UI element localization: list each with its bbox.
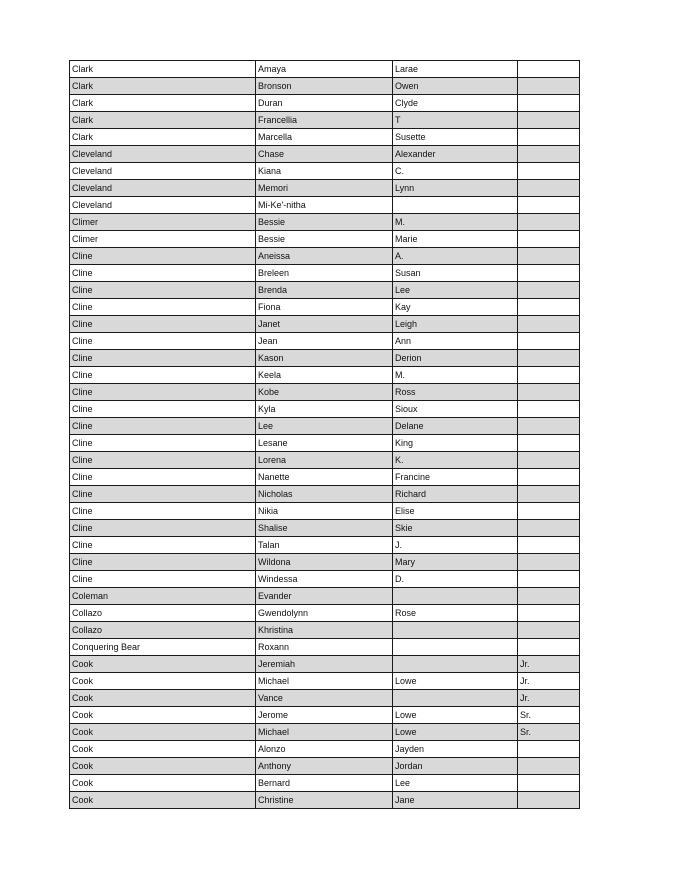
last-name-cell: Cline — [70, 435, 256, 452]
middle-name-cell: J. — [393, 537, 518, 554]
first-name-cell: Brenda — [256, 282, 393, 299]
middle-name-cell: Lowe — [393, 707, 518, 724]
first-name-cell: Memori — [256, 180, 393, 197]
table-row — [70, 503, 580, 520]
last-name-cell: Cline — [70, 486, 256, 503]
last-name-cell: Cleveland — [70, 146, 256, 163]
middle-name-cell: Lee — [393, 775, 518, 792]
middle-name-cell: Francine — [393, 469, 518, 486]
table-row — [70, 163, 580, 180]
first-name-cell: Aneissa — [256, 248, 393, 265]
suffix-cell — [518, 639, 580, 656]
middle-name-cell: M. — [393, 367, 518, 384]
table-row — [70, 350, 580, 367]
suffix-cell — [518, 792, 580, 809]
suffix-cell — [518, 248, 580, 265]
first-name-cell: Duran — [256, 95, 393, 112]
middle-name-cell: Clyde — [393, 95, 518, 112]
middle-name-cell: Lowe — [393, 724, 518, 741]
middle-name-cell: Susan — [393, 265, 518, 282]
suffix-cell — [518, 554, 580, 571]
first-name-cell: Gwendolynn — [256, 605, 393, 622]
suffix-cell — [518, 78, 580, 95]
table-row — [70, 605, 580, 622]
middle-name-cell: A. — [393, 248, 518, 265]
middle-name-cell: Lee — [393, 282, 518, 299]
middle-name-cell: Sioux — [393, 401, 518, 418]
last-name-cell: Cline — [70, 282, 256, 299]
table-row — [70, 571, 580, 588]
suffix-cell — [518, 333, 580, 350]
last-name-cell: Cook — [70, 690, 256, 707]
middle-name-cell: Derion — [393, 350, 518, 367]
suffix-cell — [518, 180, 580, 197]
table-row — [70, 214, 580, 231]
middle-name-cell: Ann — [393, 333, 518, 350]
last-name-cell: Cline — [70, 248, 256, 265]
last-name-cell: Cline — [70, 452, 256, 469]
table-row — [70, 452, 580, 469]
last-name-cell: Cook — [70, 775, 256, 792]
last-name-cell: Collazo — [70, 622, 256, 639]
last-name-cell: Cook — [70, 656, 256, 673]
suffix-cell — [518, 605, 580, 622]
suffix-cell — [518, 129, 580, 146]
first-name-cell: Jean — [256, 333, 393, 350]
last-name-cell: Clark — [70, 112, 256, 129]
first-name-cell: Keela — [256, 367, 393, 384]
last-name-cell: Clark — [70, 61, 256, 78]
table-row — [70, 741, 580, 758]
first-name-cell: Janet — [256, 316, 393, 333]
first-name-cell: Vance — [256, 690, 393, 707]
middle-name-cell: Kay — [393, 299, 518, 316]
middle-name-cell: Richard — [393, 486, 518, 503]
middle-name-cell: Rose — [393, 605, 518, 622]
middle-name-cell: Alexander — [393, 146, 518, 163]
last-name-cell: Cline — [70, 265, 256, 282]
last-name-cell: Conquering Bear — [70, 639, 256, 656]
last-name-cell: Collazo — [70, 605, 256, 622]
last-name-cell: Cline — [70, 571, 256, 588]
first-name-cell: Kyla — [256, 401, 393, 418]
suffix-cell — [518, 571, 580, 588]
last-name-cell: Cline — [70, 418, 256, 435]
middle-name-cell: Jane — [393, 792, 518, 809]
table-row — [70, 61, 580, 78]
suffix-cell — [518, 316, 580, 333]
suffix-cell — [518, 367, 580, 384]
suffix-cell: Jr. — [518, 656, 580, 673]
table-row — [70, 333, 580, 350]
table-row — [70, 775, 580, 792]
first-name-cell: Lee — [256, 418, 393, 435]
last-name-cell: Climer — [70, 214, 256, 231]
suffix-cell: Sr. — [518, 724, 580, 741]
suffix-cell — [518, 299, 580, 316]
table-row — [70, 554, 580, 571]
table-row — [70, 129, 580, 146]
suffix-cell — [518, 418, 580, 435]
suffix-cell — [518, 469, 580, 486]
suffix-cell — [518, 197, 580, 214]
suffix-cell — [518, 622, 580, 639]
middle-name-cell: Jordan — [393, 758, 518, 775]
first-name-cell: Michael — [256, 673, 393, 690]
middle-name-cell: K. — [393, 452, 518, 469]
middle-name-cell — [393, 690, 518, 707]
table-row — [70, 197, 580, 214]
suffix-cell — [518, 61, 580, 78]
last-name-cell: Cline — [70, 367, 256, 384]
suffix-cell — [518, 435, 580, 452]
table-row — [70, 401, 580, 418]
middle-name-cell — [393, 622, 518, 639]
table-row — [70, 299, 580, 316]
first-name-cell: Evander — [256, 588, 393, 605]
last-name-cell: Cline — [70, 299, 256, 316]
middle-name-cell: Lynn — [393, 180, 518, 197]
table-row — [70, 435, 580, 452]
first-name-cell: Bessie — [256, 214, 393, 231]
last-name-cell: Cook — [70, 673, 256, 690]
table-row — [70, 367, 580, 384]
table-row — [70, 707, 580, 724]
suffix-cell — [518, 231, 580, 248]
table-row — [70, 758, 580, 775]
last-name-cell: Clark — [70, 129, 256, 146]
table-row — [70, 588, 580, 605]
last-name-cell: Cook — [70, 741, 256, 758]
table-row — [70, 469, 580, 486]
table-row — [70, 146, 580, 163]
suffix-cell — [518, 163, 580, 180]
last-name-cell: Cline — [70, 384, 256, 401]
middle-name-cell: C. — [393, 163, 518, 180]
first-name-cell: Shalise — [256, 520, 393, 537]
middle-name-cell: Lowe — [393, 673, 518, 690]
middle-name-cell: King — [393, 435, 518, 452]
first-name-cell: Amaya — [256, 61, 393, 78]
suffix-cell — [518, 503, 580, 520]
suffix-cell — [518, 214, 580, 231]
suffix-cell: Sr. — [518, 707, 580, 724]
first-name-cell: Francellia — [256, 112, 393, 129]
last-name-cell: Cleveland — [70, 163, 256, 180]
first-name-cell: Wildona — [256, 554, 393, 571]
middle-name-cell: D. — [393, 571, 518, 588]
suffix-cell — [518, 588, 580, 605]
first-name-cell: Alonzo — [256, 741, 393, 758]
middle-name-cell: Susette — [393, 129, 518, 146]
first-name-cell: Bernard — [256, 775, 393, 792]
first-name-cell: Kason — [256, 350, 393, 367]
first-name-cell: Talan — [256, 537, 393, 554]
suffix-cell: Jr. — [518, 673, 580, 690]
middle-name-cell — [393, 197, 518, 214]
table-row — [70, 231, 580, 248]
middle-name-cell: M. — [393, 214, 518, 231]
first-name-cell: Khristina — [256, 622, 393, 639]
table-row — [70, 265, 580, 282]
table-row — [70, 78, 580, 95]
last-name-cell: Cline — [70, 401, 256, 418]
table-row — [70, 384, 580, 401]
table-row — [70, 180, 580, 197]
table-row — [70, 248, 580, 265]
last-name-cell: Cline — [70, 520, 256, 537]
middle-name-cell — [393, 588, 518, 605]
first-name-cell: Nanette — [256, 469, 393, 486]
first-name-cell: Anthony — [256, 758, 393, 775]
last-name-cell: Cline — [70, 554, 256, 571]
last-name-cell: Coleman — [70, 588, 256, 605]
suffix-cell — [518, 350, 580, 367]
middle-name-cell: Delane — [393, 418, 518, 435]
last-name-cell: Cline — [70, 333, 256, 350]
suffix-cell — [518, 758, 580, 775]
last-name-cell: Cook — [70, 707, 256, 724]
table-row — [70, 639, 580, 656]
suffix-cell — [518, 741, 580, 758]
last-name-cell: Cline — [70, 316, 256, 333]
table-row — [70, 656, 580, 673]
suffix-cell — [518, 384, 580, 401]
last-name-cell: Cline — [70, 503, 256, 520]
middle-name-cell: T — [393, 112, 518, 129]
table-row — [70, 537, 580, 554]
first-name-cell: Nicholas — [256, 486, 393, 503]
last-name-cell: Cook — [70, 758, 256, 775]
suffix-cell — [518, 265, 580, 282]
last-name-cell: Cline — [70, 350, 256, 367]
table-row — [70, 792, 580, 809]
last-name-cell: Cook — [70, 792, 256, 809]
first-name-cell: Bessie — [256, 231, 393, 248]
first-name-cell: Fiona — [256, 299, 393, 316]
table-row — [70, 724, 580, 741]
first-name-cell: Jerome — [256, 707, 393, 724]
first-name-cell: Kiana — [256, 163, 393, 180]
suffix-cell — [518, 520, 580, 537]
first-name-cell: Nikia — [256, 503, 393, 520]
middle-name-cell: Marie — [393, 231, 518, 248]
last-name-cell: Cleveland — [70, 180, 256, 197]
first-name-cell: Marcella — [256, 129, 393, 146]
first-name-cell: Windessa — [256, 571, 393, 588]
last-name-cell: Cook — [70, 724, 256, 741]
middle-name-cell: Owen — [393, 78, 518, 95]
last-name-cell: Cleveland — [70, 197, 256, 214]
middle-name-cell — [393, 639, 518, 656]
last-name-cell: Cline — [70, 469, 256, 486]
suffix-cell — [518, 146, 580, 163]
last-name-cell: Climer — [70, 231, 256, 248]
name-roster-table — [69, 60, 580, 809]
first-name-cell: Lesane — [256, 435, 393, 452]
middle-name-cell — [393, 656, 518, 673]
first-name-cell: Breleen — [256, 265, 393, 282]
middle-name-cell: Mary — [393, 554, 518, 571]
table-row — [70, 622, 580, 639]
first-name-cell: Roxann — [256, 639, 393, 656]
first-name-cell: Michael — [256, 724, 393, 741]
suffix-cell — [518, 95, 580, 112]
last-name-cell: Clark — [70, 78, 256, 95]
last-name-cell: Cline — [70, 537, 256, 554]
middle-name-cell: Ross — [393, 384, 518, 401]
suffix-cell — [518, 452, 580, 469]
first-name-cell: Kobe — [256, 384, 393, 401]
first-name-cell: Chase — [256, 146, 393, 163]
first-name-cell: Lorena — [256, 452, 393, 469]
first-name-cell: Bronson — [256, 78, 393, 95]
suffix-cell: Jr. — [518, 690, 580, 707]
first-name-cell: Mi-Ke'-nitha — [256, 197, 393, 214]
middle-name-cell: Skie — [393, 520, 518, 537]
middle-name-cell: Leigh — [393, 316, 518, 333]
table-row — [70, 316, 580, 333]
table-row — [70, 486, 580, 503]
middle-name-cell: Jayden — [393, 741, 518, 758]
first-name-cell: Jeremiah — [256, 656, 393, 673]
table-row — [70, 673, 580, 690]
suffix-cell — [518, 401, 580, 418]
table-row — [70, 418, 580, 435]
last-name-cell: Clark — [70, 95, 256, 112]
table-row — [70, 95, 580, 112]
middle-name-cell: Elise — [393, 503, 518, 520]
table-row — [70, 520, 580, 537]
suffix-cell — [518, 775, 580, 792]
suffix-cell — [518, 537, 580, 554]
middle-name-cell: Larae — [393, 61, 518, 78]
first-name-cell: Christine — [256, 792, 393, 809]
suffix-cell — [518, 282, 580, 299]
roster-body — [70, 61, 580, 809]
table-row — [70, 690, 580, 707]
suffix-cell — [518, 486, 580, 503]
table-row — [70, 282, 580, 299]
suffix-cell — [518, 112, 580, 129]
table-row — [70, 112, 580, 129]
